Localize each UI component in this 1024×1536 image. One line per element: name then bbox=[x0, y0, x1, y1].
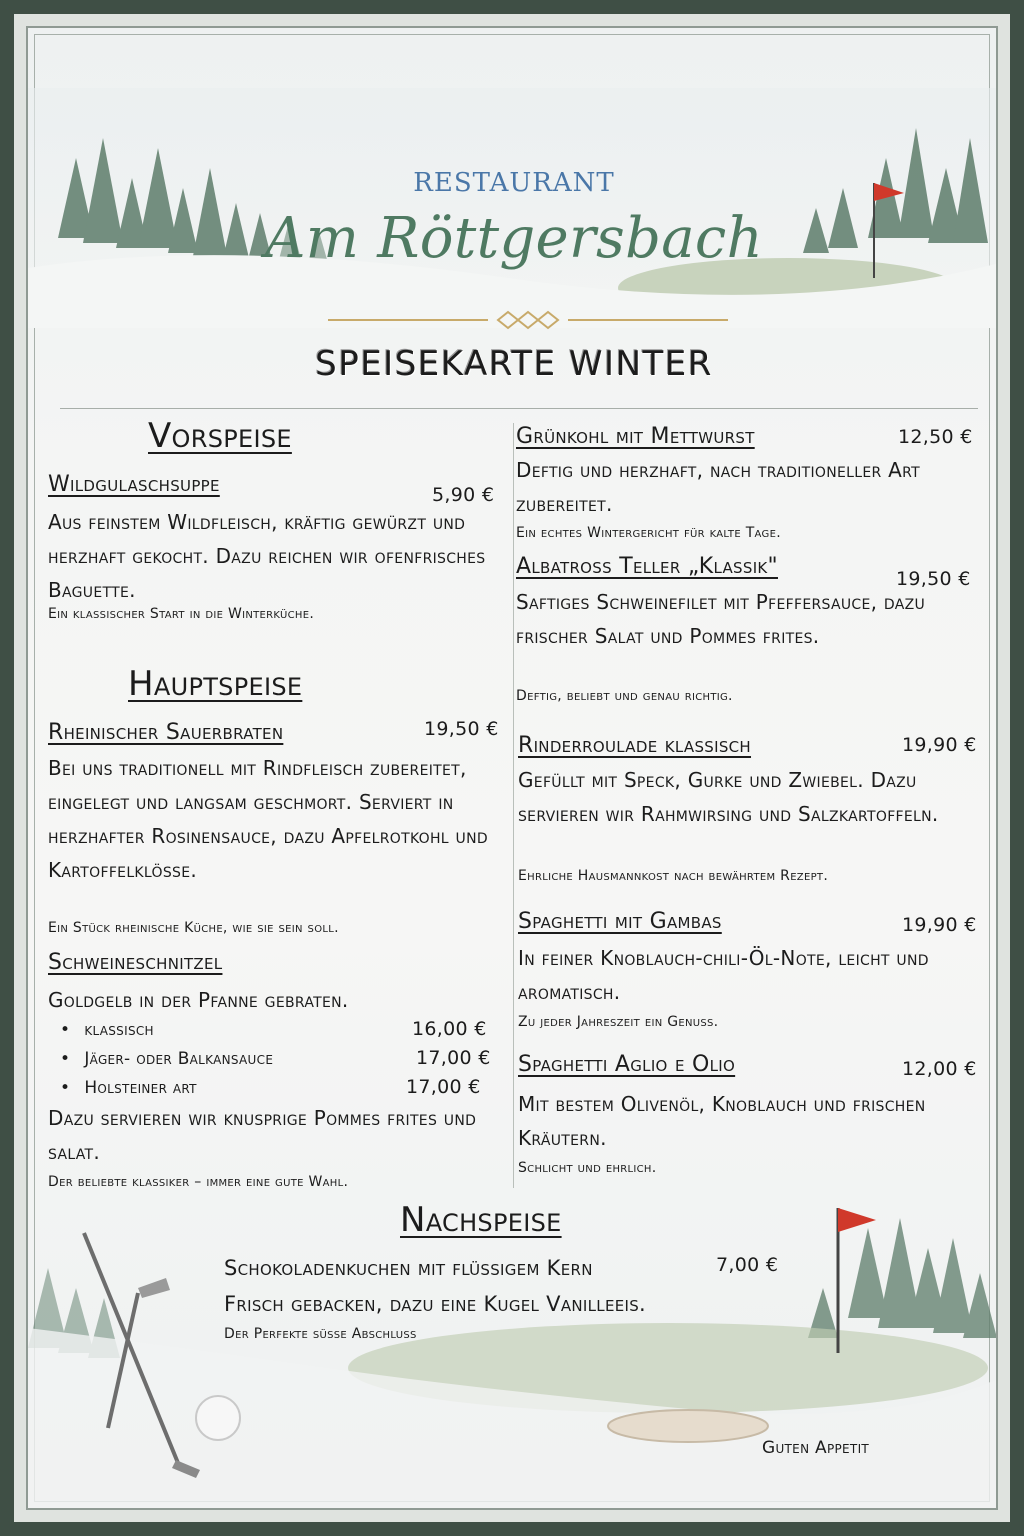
item-name-wildgulaschsuppe: Wildgulaschsuppe bbox=[48, 472, 220, 497]
item-price-gruenkohl: 12,50 € bbox=[898, 426, 973, 448]
item-price-gambas: 19,90 € bbox=[902, 914, 977, 936]
pine-trees-bottom-right bbox=[808, 1218, 997, 1338]
schnitzel-option-2-price: 17,00 € bbox=[416, 1047, 491, 1069]
section-title-main: Hauptspeise bbox=[128, 664, 303, 704]
schnitzel-option-2: • Jäger- oder Balkansauce bbox=[60, 1049, 273, 1069]
title-divider bbox=[60, 408, 978, 409]
section-title-dessert: Nachspeise bbox=[400, 1200, 562, 1240]
sand-bunker bbox=[608, 1410, 768, 1442]
item-note-rinderroulade: Ehrliche Hausmannkost nach bewährtem Rezept. bbox=[518, 868, 829, 884]
item-desc-albatross: Saftiges Schweinefilet mit Pfeffersauce, dazu frischer Salat und Pommes frites. bbox=[516, 590, 926, 648]
restaurant-name: Am Röttgersbach bbox=[265, 206, 763, 271]
menu-title: SPEISEKARTE WINTER bbox=[315, 344, 713, 384]
flag-icon bbox=[838, 1208, 876, 1232]
section-title-starter: Vorspeise bbox=[148, 416, 292, 456]
schnitzel-option-3-price: 17,00 € bbox=[406, 1076, 481, 1098]
item-note-wildgulaschsuppe: Ein klassischer Start in die Winterküche. bbox=[48, 606, 315, 622]
item-price-aglio: 12,00 € bbox=[902, 1058, 977, 1080]
item-price-schokoladenkuchen: 7,00 € bbox=[716, 1254, 779, 1276]
item-price-sauerbraten: 19,50 € bbox=[424, 718, 499, 740]
item-note-aglio: Schlicht und ehrlich. bbox=[518, 1160, 657, 1176]
item-desc-gambas: In feiner Knoblauch-chili-Öl-Note, leicht und aromatisch. bbox=[518, 946, 929, 1004]
item-note-sauerbraten: Ein Stück rheinische Küche, wie sie sein soll. bbox=[48, 920, 339, 936]
menu-paper bbox=[26, 26, 998, 1510]
item-desc-aglio: Mit bestem Olivenöl, Knoblauch und frischen Kräutern. bbox=[518, 1092, 926, 1150]
schnitzel-option-1-price: 16,00 € bbox=[412, 1018, 487, 1040]
item-name-rinderroulade: Rinderroulade klassisch bbox=[518, 733, 752, 758]
item-desc-sauerbraten: Bei uns traditionell mit Rindfleisch zubereitet, eingelegt und langsam geschmort. Serviert in herzhafter Rosinensauce, dazu Apfelrotkohl und Kartoffelklösse. bbox=[48, 756, 488, 882]
item-desc-rinderroulade: Gefüllt mit Speck, Gurke und Zwiebel. Dazu servieren wir Rahmwirsing und Salzkartoffeln. bbox=[518, 768, 939, 826]
ornament-divider bbox=[328, 308, 728, 332]
item-name-schnitzel: Schweineschnitzel bbox=[48, 950, 223, 975]
golf-ball-icon bbox=[196, 1396, 240, 1440]
item-extra-schnitzel: Dazu servieren wir knusprige Pommes frites und salat. bbox=[48, 1106, 477, 1164]
schnitzel-option-1: • klassisch bbox=[60, 1020, 154, 1040]
item-note-schnitzel: Der beliebte klassiker – immer eine gute Wahl. bbox=[48, 1174, 349, 1190]
item-desc-schokoladenkuchen: Frisch gebacken, dazu eine Kugel Vanilleeis. bbox=[224, 1292, 647, 1316]
item-desc-gruenkohl: Deftig und herzhaft, nach traditioneller Art zubereitet. bbox=[516, 458, 921, 516]
item-price-albatross: 19,50 € bbox=[896, 568, 971, 590]
schnitzel-option-3: • Holsteiner art bbox=[60, 1078, 197, 1098]
closing-text: Guten Appetit bbox=[762, 1438, 870, 1458]
item-name-schokoladenkuchen: Schokoladenkuchen mit flüssigem Kern bbox=[224, 1256, 593, 1280]
item-note-albatross: Deftig, beliebt und genau richtig. bbox=[516, 688, 733, 704]
item-name-sauerbraten: Rheinischer Sauerbraten bbox=[48, 720, 284, 745]
item-desc-wildgulaschsuppe: Aus feinstem Wildfleisch, kräftig gewürzt und herzhaft gekocht. Dazu reichen wir ofenfrisches Baguette. bbox=[48, 510, 486, 602]
item-name-albatross: Albatross Teller „Klassik" bbox=[516, 554, 778, 579]
item-note-gambas: Zu jeder Jahreszeit ein Genuss. bbox=[518, 1014, 719, 1030]
item-name-aglio: Spaghetti Aglio e Olio bbox=[518, 1052, 736, 1077]
restaurant-eyebrow: RESTAURANT bbox=[413, 168, 615, 198]
item-desc-schnitzel: Goldgelb in der Pfanne gebraten. bbox=[48, 988, 349, 1012]
item-price-rinderroulade: 19,90 € bbox=[902, 734, 977, 756]
item-note-gruenkohl: Ein echtes Wintergericht für kalte Tage. bbox=[516, 525, 781, 541]
item-name-gruenkohl: Grünkohl mit Mettwurst bbox=[516, 424, 755, 449]
column-divider bbox=[513, 423, 514, 1188]
item-price-wildgulaschsuppe: 5,90 € bbox=[432, 484, 495, 506]
item-name-gambas: Spaghetti mit Gambas bbox=[518, 909, 722, 934]
item-note-schokoladenkuchen: Der Perfekte süsse Abschluss bbox=[224, 1326, 417, 1342]
